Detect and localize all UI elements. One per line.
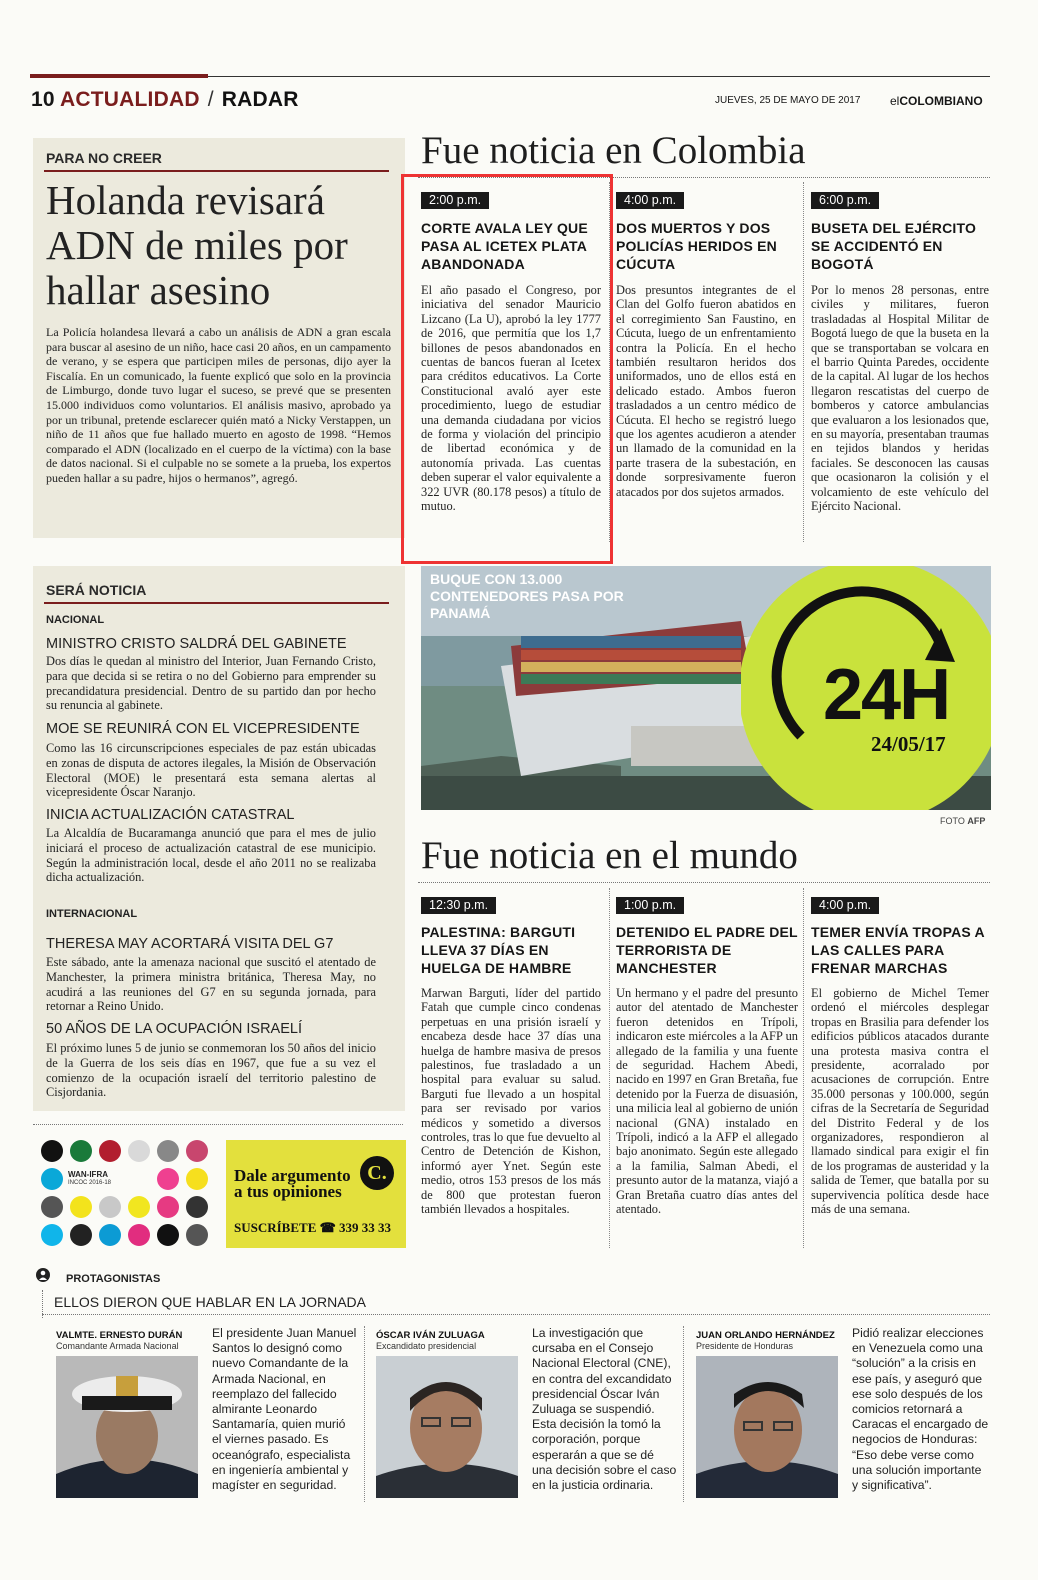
news-body: El año pasado el Congreso, por iniciativa del senador Mauricio Lizcano (La U), aprobó la ley 1777 de 2016, que permitía que los 1,7 billones de pesos abandonados en cuentas de bancos fueran al Icetex para créditos educativos. La Corte Constitucional avaló ayer este procedimiento, luego de estudiar una demanda ciudadana por vicios de forma y violación del principio de libertad económica y de autonomía privada. Las cuentas deben superar el valor equivalente a 322 UVR (80.178 pesos) a título de mutuo. xyxy=(421,283,601,514)
sn-body: La Alcaldía de Bucaramanga anunció que para el mes de julio iniciará el proceso de actualización catastral de ese municipio. Según la administración local, desde el año 2011 no se realizaba dicha actualización. xyxy=(46,826,376,885)
time-badge: 2:00 p.m. xyxy=(421,192,489,209)
nacional-label: NACIONAL xyxy=(46,614,105,626)
protagonistas-subtitle: ELLOS DIERON QUE HABLAR EN LA JORNADA xyxy=(54,1294,366,1310)
sera-noticia-kicker: SERÁ NOTICIA xyxy=(46,582,147,598)
photo-caption: BUQUE CON 13.000 CONTENEDORES PASA POR PANAMÁ xyxy=(430,571,624,621)
person-role: Excandidato presidencial xyxy=(376,1341,477,1351)
print-color-bar xyxy=(36,1137,212,1249)
sn-headline: 50 AÑOS DE LA OCUPACIÓN ISRAELÍ xyxy=(46,1021,302,1037)
news-body: Un hermano y el padre del presunto autor del atentado de Manchester fueron detenidos en Trípoli, indicaron este miércoles a la AFP un allegado de la familia y una fuente de seguridad. Hachem Abedi, nacido en 1997 en Gran Bretaña, fue detenido por la Fuerza de disuasión, una milicia leal al gobierno de unión nacional (GNA) instalado en Trípoli, indicó a la AFP el allegado bajo anonimato. Según este allegado a la familia, Salman Abedi, el presunto autor de la matanza, viajó a Gran Bretaña cuatro días antes del atentado. xyxy=(616,986,798,1217)
wan-ifra-logo: WAN-IFRA xyxy=(68,1170,108,1179)
ad-cta[interactable]: SUSCRÍBETE ☎ 339 33 33 xyxy=(234,1220,392,1235)
page-number: 10 xyxy=(31,88,55,111)
header-accent-bar xyxy=(30,74,208,78)
ship-photo xyxy=(421,566,991,810)
para-no-creer-kicker: PARA NO CREER xyxy=(46,150,162,166)
column-divider xyxy=(683,1326,684,1502)
sn-body: Este sábado, ante la amenaza nacional que suscitó el atentado de Manchester, la primera ministra británica, Theresa May, no acudirá a las reuniones del G7 en su segunda jornada, para retornar a Reino Unido. xyxy=(46,955,376,1014)
sn-headline: INICIA ACTUALIZACIÓN CATASTRAL xyxy=(46,807,295,823)
kicker-rule xyxy=(44,170,389,172)
news-headline: DOS MUERTOS Y DOS POLICÍAS HERIDOS EN CÚCUTA xyxy=(616,220,777,272)
internacional-label: INTERNACIONAL xyxy=(46,908,138,920)
wan-ifra-sub: INCOC 2016-18 xyxy=(68,1180,112,1186)
protagonistas-label: PROTAGONISTAS xyxy=(66,1273,161,1285)
person-role: Presidente de Honduras xyxy=(696,1341,794,1351)
ad-headline-line: Dale argumento xyxy=(234,1166,351,1185)
sn-headline: MINISTRO CRISTO SALDRÁ DEL GABINETE xyxy=(46,636,347,652)
portrait-oscar-ivan-zuluaga xyxy=(376,1356,518,1498)
photo-credit xyxy=(940,816,985,826)
column-divider xyxy=(803,888,804,1248)
sn-headline: MOE SE REUNIRÁ CON EL VICEPRESIDENTE xyxy=(46,721,360,737)
para-no-creer-body: La Policía holandesa llevará a cabo un análisis de ADN a gran escala para buscar al asesino de un niño, hace casi 20 años, en un campamento de verano, y se espera que participen miles de personas, dijo ayer la Fiscalía. En un comunicado, la fuente explicó que solo en la provincia de Limburgo, donde tuvo lugar el suceso, se prevé que se presenten 15.000 individuos como voluntarios. El análisis masivo, aprobado ya por un tribunal, pretende esclarecer quién mató a Nicky Verstappen, un niño de 11 años que fue hallado muerto en agosto de 1998. “Hemos comparado el ADN (localizado en el cuerpo de la víctima) con la base de datos nacional. Si el culpable no se somete a la prueba, los expertos pueden hallar a su padre, hijos o hermanos”, agregó. xyxy=(46,325,391,485)
ad-headline-line: a tus opiniones xyxy=(234,1182,342,1201)
sn-body: El próximo lunes 5 de junio se conmemoran los 50 años del inicio de la Guerra de los seis días en 1967, que fue a su vez el comienzo de la ocupación israelí del territorio palestino de Cisjordania. xyxy=(46,1041,376,1100)
brand-name: COLOMBIANO xyxy=(899,94,983,108)
news-headline: BUSETA DEL EJÉRCITO SE ACCIDENTÓ EN BOGOTÁ xyxy=(811,220,977,272)
person-name: ÓSCAR IVÁN ZULUAGA xyxy=(376,1330,485,1341)
news-body: Por lo menos 28 personas, entre civiles y militares, fueron trasladadas al Hospital Militar de Bogotá luego de que la buseta en la que se transportaban se volcara en el barrio Quinta Paredes, occidente de la capital. Al lugar de los hechos llegaron rescatistas del cuerpo de bomberos y catorce ambulancias que evaluaron a los lesionados que, en su mayoría, presentaban traumas en tejidos blandos y heridas faciales. Se desconocen las causas que ocasionaron la colisión y el volcamiento de este vehículo del Ejército Nacional. xyxy=(811,283,989,514)
time-badge: 1:00 p.m. xyxy=(616,897,684,914)
brand-prefix: el xyxy=(890,94,900,108)
24h-label: 24H xyxy=(823,655,950,735)
subsection-name: RADAR xyxy=(221,88,299,111)
sn-body: Dos días le quedan al ministro del Interior, Juan Fernando Cristo, para que decida si se retira o no del Gobierno para emprender su precandidatura presidencial. Dentro de su partido dan por hecho su renuncia al gabinete. xyxy=(46,654,376,713)
sn-body: Como las 16 circunscripciones especiales de paz están ubicadas en zonas de disputa de actores ilegales, la Misión de Observación Electoral (MOE) le presentará esta semana alertas al vicepresidente Óscar Naranjo. xyxy=(46,741,376,800)
person-name: JUAN ORLANDO HERNÁNDEZ xyxy=(696,1330,835,1341)
portrait-ernesto-duran xyxy=(56,1356,198,1498)
mundo-top-rule xyxy=(418,882,990,883)
para-no-creer-headline: Holanda revisará ADN de miles por hallar asesino xyxy=(46,177,348,313)
time-badge: 12:30 p.m. xyxy=(421,897,496,914)
page-header xyxy=(31,88,299,112)
date-line: JUEVES, 25 DE MAYO DE 2017 xyxy=(715,95,861,106)
kicker-rule xyxy=(44,602,389,604)
news-body: Dos presuntos integrantes de el Clan del Golfo fueron abatidos en el corregimiento San Faustino, en Cúcuta, luego de un enfrentamiento contra la Policía. En el hecho también resultaron heridos dos uniformados, uno de ellos está en delicado estado. Ambos fueron trasladados a un centro médico de Cúcuta. El hecho se registró luego que los agentes acudieron a atender un llamado de la comunidad en la parte trasera de la subestación, en donde sorpresivamente fueron atacados por dos sujetos armados. xyxy=(616,283,796,499)
highlight-box xyxy=(401,174,613,564)
person-text: El presidente Juan Manuel Santos lo designó como nuevo Comandante de la Armada Nacional, en reemplazo del fallecido almirante Leonardo Santamaría, quien murió el viernes pasado. Es oceanógrafo, especialista en ingeniería ambiental y magíster en seguridad. xyxy=(212,1326,357,1493)
news-headline: TEMER ENVÍA TROPAS A LAS CALLES PARA FRENAR MARCHAS xyxy=(811,924,985,976)
person-text: Pidió realizar elecciones en Venezuela como una “solución” a la crisis en ese país, y aseguró que ese solo después de los comicios retornará a Caracas el encargado de negocios de Honduras: “Eso debe verse como una solución importante y significativa”. xyxy=(852,1326,989,1493)
credit-prefix: FOTO xyxy=(940,816,965,826)
person-icon xyxy=(36,1268,50,1288)
time-badge: 4:00 p.m. xyxy=(616,192,684,209)
ad-logo: C. xyxy=(360,1156,394,1190)
news-headline: CORTE AVALA LEY QUE PASA AL ICETEX PLATA ABANDONADA xyxy=(421,220,588,272)
subscription-ad[interactable] xyxy=(226,1140,406,1248)
mundo-section-title: Fue noticia en el mundo xyxy=(421,834,798,877)
protagonistas-rule xyxy=(42,1314,990,1315)
column-divider xyxy=(609,888,610,1248)
person-role: Comandante Armada Nacional xyxy=(56,1341,179,1351)
news-body: Marwan Barguti, líder del partido Fatah que cumple cinco condenas perpetuas en una prisión israelí y encabeza desde hace 37 días una huelga de hambre masiva de presos palestinos, fue trasladado a un hospital para evaluar su salud. Barguti fue llevado a un hospital para ser revisado por varios médicos y sometido a diversos controles, tras lo que fue devuelto al Centro de Detención de Kishon, informó ayer Ynet. Según este medio, otros 153 presos de los más de 800 que protestan fueron también llevados a hospitales. xyxy=(421,986,601,1217)
person-name: VALMTE. ERNESTO DURÁN xyxy=(56,1330,183,1341)
newspaper-brand xyxy=(890,94,983,108)
person-text: La investigación que cursaba en el Consejo Nacional Electoral (CNE), en contra del excandidato presidencial Óscar Iván Zuluaga se suspendió. Esta decisión la tomó la corporación, porque esperarán a que se dé una decisión sobre el caso en la justicia ordinaria. xyxy=(532,1326,677,1493)
news-headline: DETENIDO EL PADRE DEL TERRORISTA DE MANCHESTER xyxy=(616,924,798,976)
column-divider xyxy=(803,182,804,542)
news-body: El gobierno de Michel Temer ordenó el miércoles desplegar tropas en Brasilia para defender los edificios públicos atacados durante una protesta masiva contra el presidente, acorralado por acusaciones de corrupción. Entre 35.000 personas y 100.000, según cifras de la Secretaría de Seguridad del Distrito Federal y de los organizadores, respondieron al llamado sindical para exigir el fin de los programas de austeridad y la salida de Temer, que batalla por su supervivencia política desde hace más de una semana. xyxy=(811,986,989,1217)
photo-date: 24/05/17 xyxy=(871,732,946,756)
colombia-section-title: Fue noticia en Colombia xyxy=(421,129,806,172)
sn-headline: THERESA MAY ACORTARÁ VISITA DEL G7 xyxy=(46,936,334,952)
ad-headline xyxy=(234,1168,351,1200)
portrait-juan-orlando-hernandez xyxy=(696,1356,838,1498)
section-separator: / xyxy=(207,88,214,111)
news-headline: PALESTINA: BARGUTI LLEVA 37 DÍAS EN HUELGA DE HAMBRE xyxy=(421,924,576,976)
time-badge: 6:00 p.m. xyxy=(811,192,879,209)
color-bar-rule xyxy=(33,1124,403,1126)
credit-name: AFP xyxy=(967,816,986,826)
time-badge: 4:00 p.m. xyxy=(811,897,879,914)
section-name: ACTUALIDAD xyxy=(60,88,200,111)
column-divider xyxy=(364,1326,365,1502)
